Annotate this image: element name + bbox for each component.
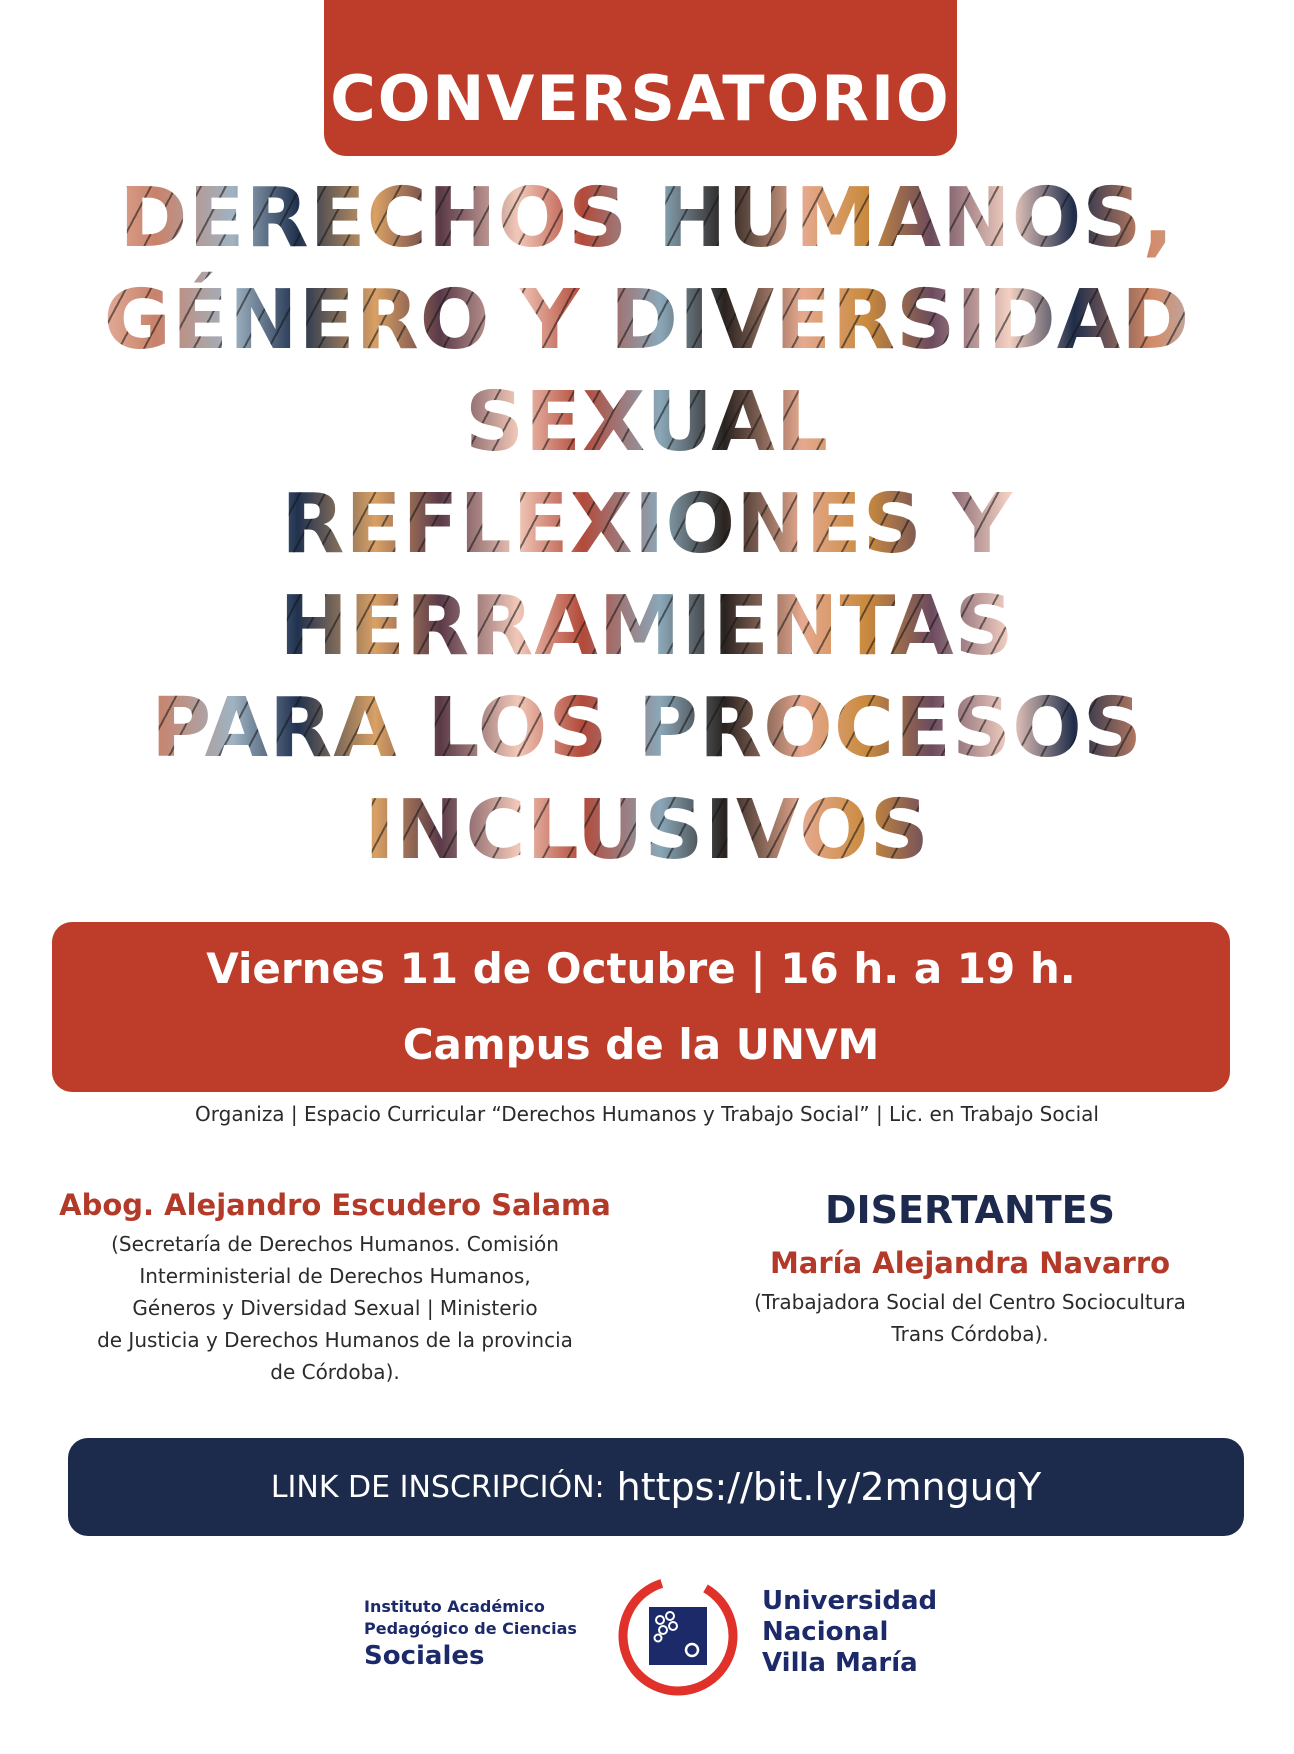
title-line-6: PARA LOS PROCESOS	[0, 678, 1294, 780]
university-logo-line-3: Villa María	[762, 1648, 918, 1678]
date-time-text: Viernes 11 de Octubre | 16 h. a 19 h.	[206, 944, 1076, 993]
institute-logo-line-3: Sociales	[364, 1641, 485, 1671]
schedule-banner	[52, 922, 1230, 1092]
event-type-banner	[324, 0, 957, 156]
title-line-7: INCLUSIVOS	[0, 780, 1294, 882]
speaker-1-name: Abog. Alejandro Escudero Salama	[59, 1188, 611, 1222]
title-line-1: DERECHOS HUMANOS,	[0, 168, 1294, 270]
institute-logo-line-1: Instituto Académico	[364, 1597, 545, 1616]
title-line-2: GÉNERO Y DIVERSIDAD	[0, 270, 1294, 372]
event-type-label: CONVERSATORIO	[330, 61, 951, 135]
speaker-2-description: (Trabajadora Social del Centro Sociocultura Trans Córdoba).	[754, 1290, 1186, 1346]
speaker-2-name: María Alejandra Navarro	[769, 1246, 1171, 1280]
university-logo-line-1: Universidad	[762, 1586, 938, 1616]
university-logo-line-2: Nacional	[762, 1617, 889, 1647]
registration-label: LINK DE INSCRIPCIÓN:	[270, 1469, 605, 1505]
title-line-3: SEXUAL	[0, 372, 1294, 474]
university-logo-text	[762, 1586, 1002, 1679]
speaker-card-1	[40, 1188, 630, 1388]
title-line-5: HERRAMIENTAS	[0, 576, 1294, 678]
title-line-4: REFLEXIONES Y	[0, 474, 1294, 576]
place-text: Campus de la UNVM	[402, 1020, 880, 1069]
speaker-card-2	[690, 1188, 1250, 1350]
registration-link[interactable]: https://bit.ly/2mnguqY	[616, 1465, 1042, 1509]
speaker-1-description: (Secretaría de Derechos Humanos. Comisión Interministerial de Derechos Humanos, Géneros y Diversidad Sexual | Ministerio de Justicia y Derechos Humanos de la provincia de Córdoba).	[97, 1232, 573, 1384]
university-emblem-icon	[616, 1574, 740, 1698]
institute-logo	[364, 1596, 604, 1672]
registration-banner	[68, 1438, 1244, 1536]
institute-logo-line-2: Pedagógico de Ciencias	[364, 1619, 577, 1638]
event-title	[0, 168, 1294, 882]
speakers-heading: DISERTANTES	[825, 1188, 1115, 1232]
organizer-text: Organiza | Espacio Curricular “Derechos Humanos y Trabajo Social” | Lic. en Trabajo Social	[195, 1102, 1099, 1126]
